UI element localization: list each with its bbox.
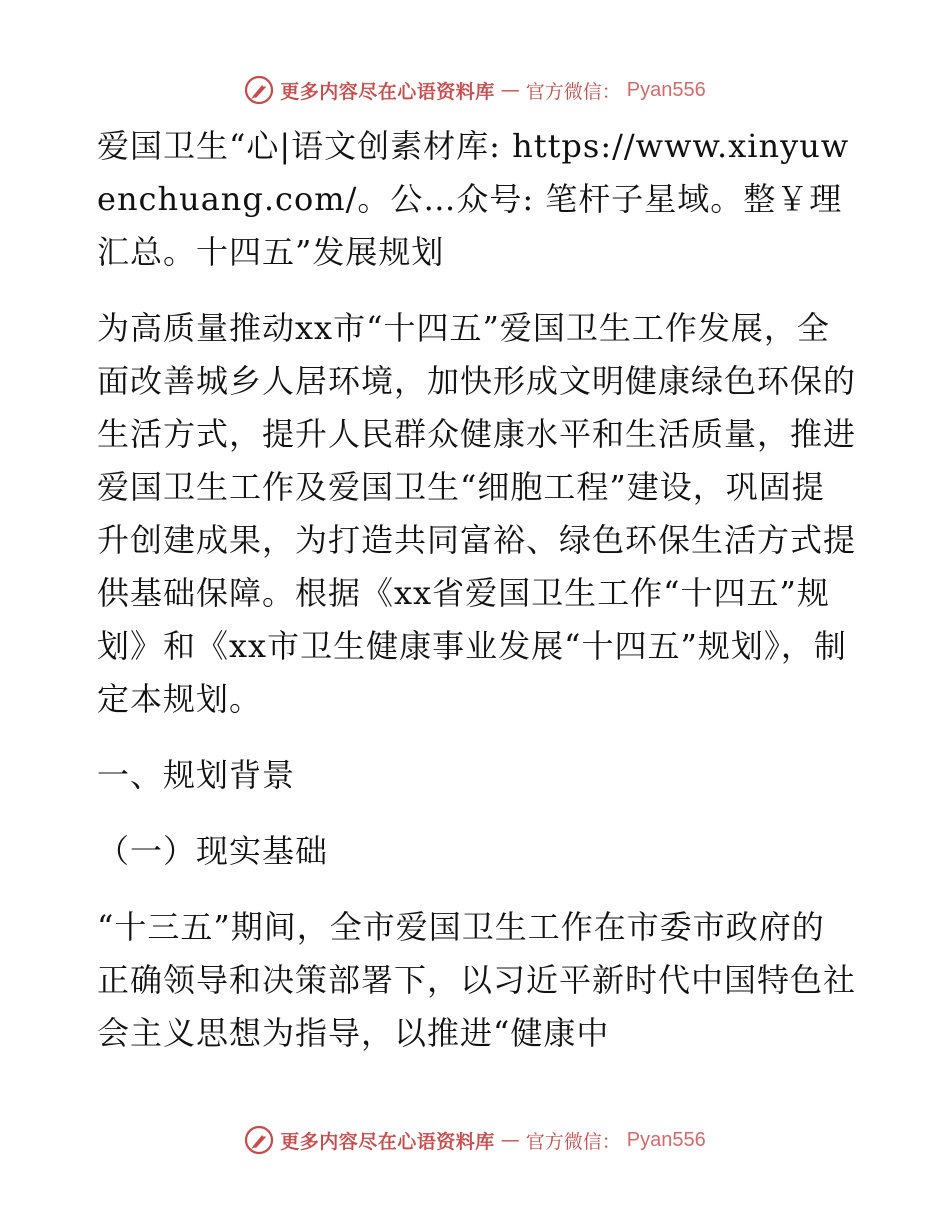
section-heading: 一、规划背景: [97, 756, 296, 794]
banner-dash: —: [500, 79, 520, 101]
banner-wechat-label: 官方微信：: [525, 1130, 621, 1153]
document-body: [97, 120, 857, 1060]
banner-dash: —: [500, 1129, 520, 1151]
header-banner: [0, 70, 950, 110]
banner-handle: Pyan556: [626, 78, 706, 101]
banner-main-text: 更多内容尽在心语资料库: [280, 1130, 495, 1153]
intro-paragraph: 为高质量推动xx市“十四五”爱国卫生工作发展，全面改善城乡人居环境，加快形成文明健康绿色环保的生活方式，提升人民群众健康水平和生活质量，推进爱国卫生工作及爱国卫生“细胞工程”建设，巩固提升创建成果，为打造共同富裕、绿色环保生活方式提供基础保障。根据《xx省爱国卫生工作“十四五”规划》和《xx市卫生健康事业发展“十四五”规划》，制定本规划。: [97, 309, 857, 718]
footer-banner: [0, 1120, 950, 1160]
body-paragraph: “十三五”期间，全市爱国卫生工作在市委市政府的正确领导和决策部署下，以习近平新时代中国特色社会主义思想为指导，以推进“健康中: [97, 908, 857, 1052]
pen-nib-logo-icon: [244, 75, 274, 105]
banner-handle: Pyan556: [626, 1128, 706, 1151]
footer-banner-inner: [244, 1125, 706, 1155]
banner-main-text: 更多内容尽在心语资料库: [280, 80, 495, 103]
pen-nib-logo-icon: [244, 1125, 274, 1155]
title-paragraph: 爱国卫生“心|语文创素材库: https://www.xinyuwenchuang.com/。公…众号: 笔杆子星域。整￥理汇总。十四五”发展规划: [97, 127, 850, 271]
banner-wechat-label: 官方微信：: [525, 80, 621, 103]
header-banner-inner: [244, 75, 706, 105]
subsection-heading: （一）现实基础: [97, 832, 329, 870]
